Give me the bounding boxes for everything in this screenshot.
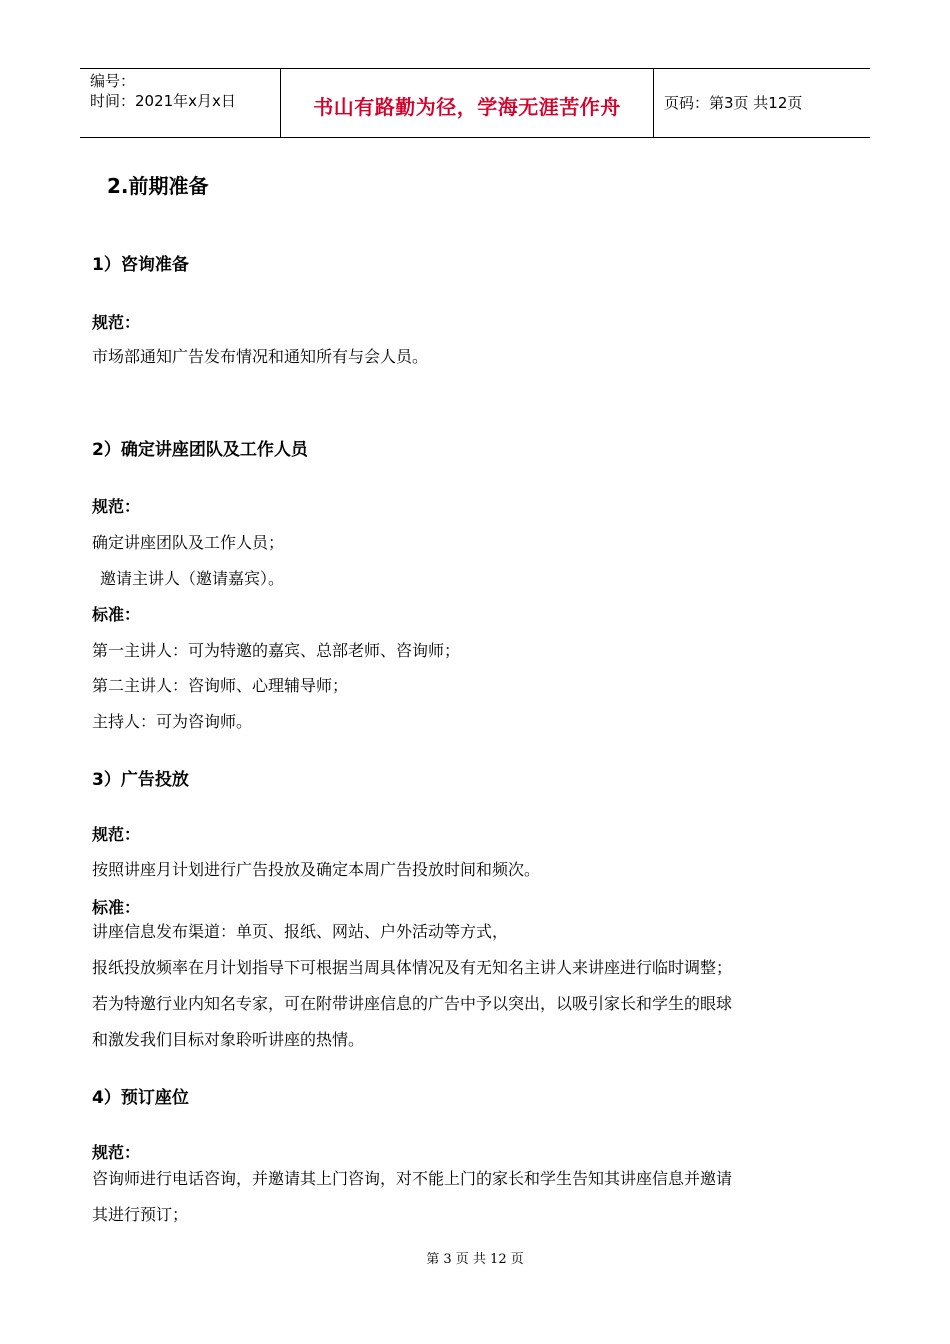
section-title: 2.前期准备 xyxy=(107,174,209,198)
page-footer: 第 3 页 共 12 页 xyxy=(426,1252,524,1267)
paragraph-line: 讲座信息发布渠道：单页、报纸、网站、户外活动等方式， xyxy=(92,922,509,941)
paragraph-line: 邀请主讲人（邀请嘉宾）。 xyxy=(100,569,285,588)
paragraph-line: 市场部通知广告发布情况和通知所有与会人员。 xyxy=(92,347,429,366)
subsection-title: 2）确定讲座团队及工作人员 xyxy=(92,440,308,460)
paragraph-line: 若为特邀行业内知名专家，可在附带讲座信息的广告中予以突出，以吸引家长和学生的眼球 xyxy=(92,994,733,1013)
paragraph-line: 咨询师进行电话咨询，并邀请其上门咨询，对不能上门的家长和学生告知其讲座信息并邀请 xyxy=(92,1169,733,1188)
norm-label: 规范： xyxy=(92,825,141,844)
norm-label: 规范： xyxy=(92,497,141,516)
paragraph-line: 第二主讲人：咨询师、心理辅导师； xyxy=(92,676,349,695)
paragraph-line: 其进行预订； xyxy=(92,1205,189,1224)
motto: 书山有路勤为径，学海无涯苦作舟 xyxy=(313,95,621,119)
subsection-title: 4）预订座位 xyxy=(92,1088,189,1108)
paragraph-line: 报纸投放频率在月计划指导下可根据当周具体情况及有无知名主讲人来讲座进行临时调整； xyxy=(92,958,733,977)
norm-label: 规范： xyxy=(92,1143,141,1162)
paragraph-line: 确定讲座团队及工作人员； xyxy=(92,533,285,552)
paragraph-line: 第一主讲人：可为特邀的嘉宾、总部老师、咨询师； xyxy=(92,641,461,660)
header-right-cell xyxy=(654,69,870,137)
paragraph-line: 主持人：可为咨询师。 xyxy=(92,712,253,731)
paragraph-line: 和激发我们目标对象聆听讲座的热情。 xyxy=(92,1030,365,1049)
norm-label: 规范： xyxy=(92,313,141,332)
header-center-cell xyxy=(281,69,654,137)
number-label: 编号： xyxy=(90,72,136,90)
page-info: 页码：第3页 共12页 xyxy=(664,94,803,112)
standard-label: 标准： xyxy=(92,898,141,917)
subsection-title: 1）咨询准备 xyxy=(92,255,189,275)
paragraph-line: 按照讲座月计划进行广告投放及确定本周广告投放时间和频次。 xyxy=(92,860,541,879)
time-label: 时间：2021年x月x日 xyxy=(90,92,236,110)
header-table xyxy=(80,68,870,138)
header-left-cell xyxy=(80,69,281,137)
subsection-title: 3）广告投放 xyxy=(92,770,189,790)
standard-label: 标准： xyxy=(92,605,141,624)
